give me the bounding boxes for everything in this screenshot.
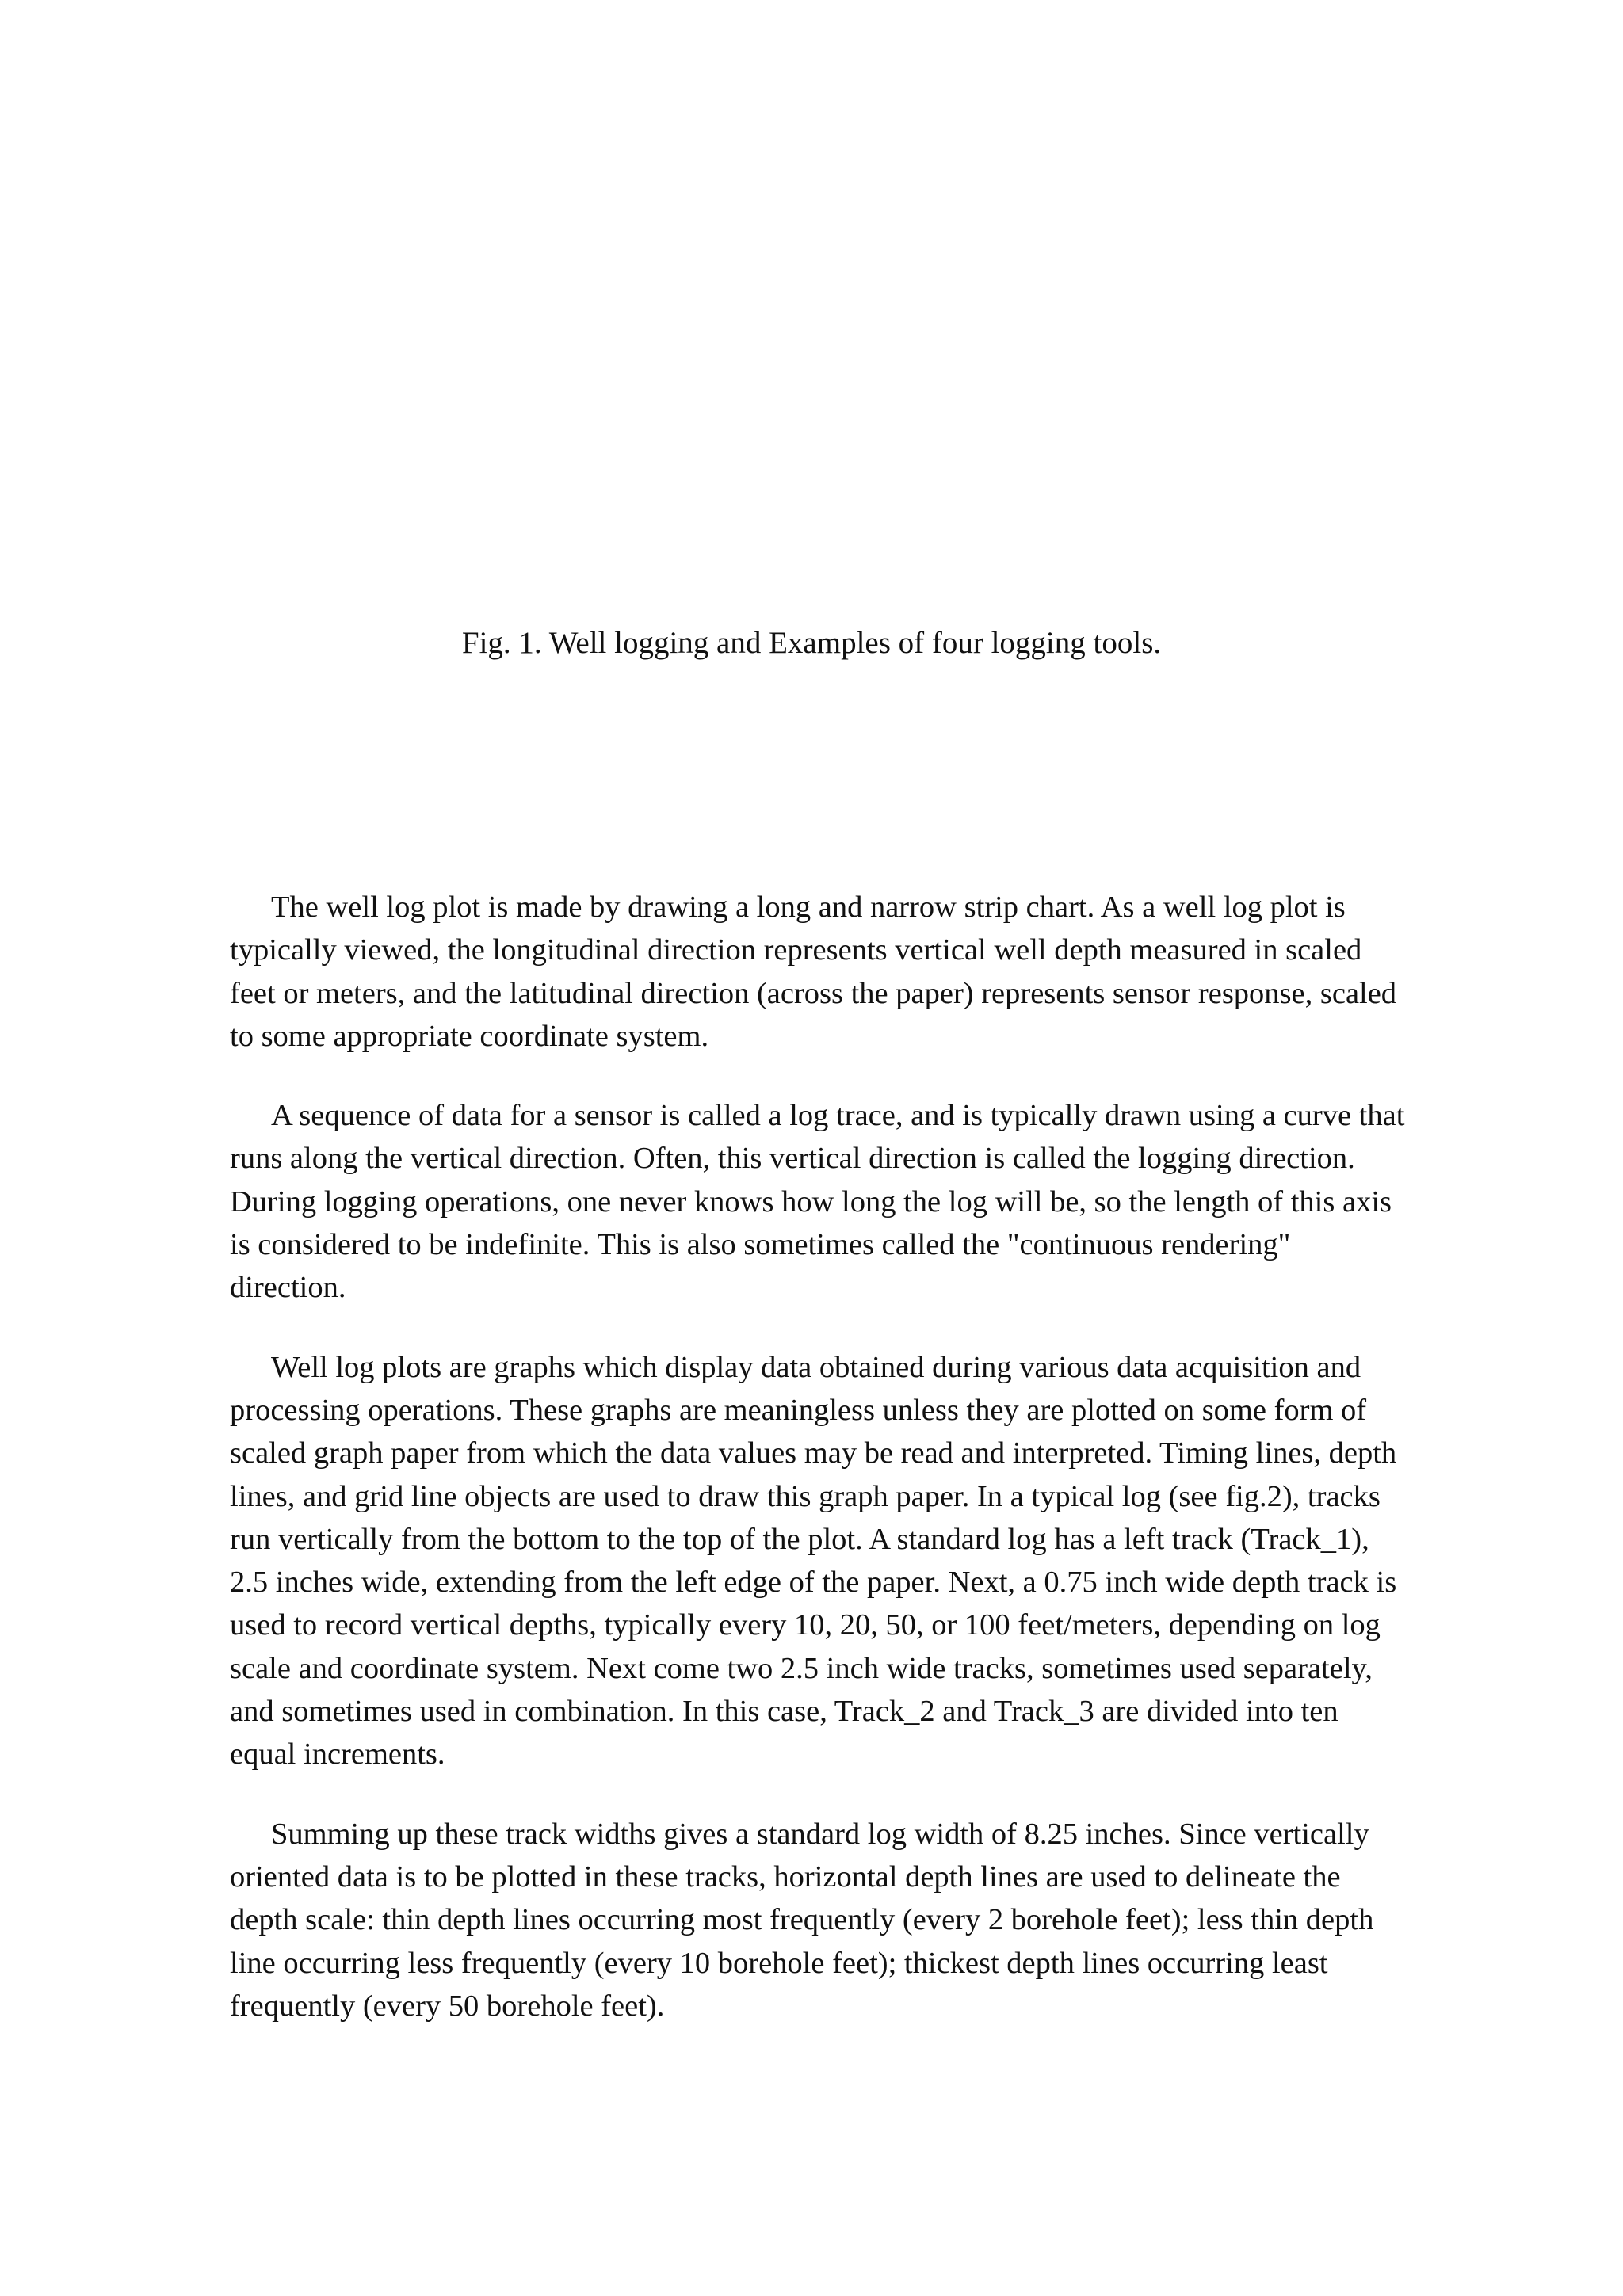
paragraph-well-log-plot: The well log plot is made by drawing a long and narrow strip chart. As a well log plot is typically viewed, the longitudinal direction represents vertical well depth measured in scaled feet or meters, and the latitudinal direction (across the paper) represents sensor response, scaled to some appropriate coordinate system. [230, 891, 1397, 1053]
figure-caption: Fig. 1. Well logging and Examples of four logging tools. [461, 626, 1162, 660]
paragraph-graph-paper: Well log plots are graphs which display data obtained during various data acquisition and processing operations. These graphs are meaningless unless they are plotted on some form of scaled graph paper from which the data values may be read and interpreted. Timing lines, depth lines, and grid line objects are used to draw this graph paper. In a typical log (see fig.2), tracks run vertically from the bottom to the top of the plot. A standard log has a left track (Track_1), 2.5 inches wide, extending from the left edge of the paper. Next, a 0.75 inch wide depth track is used to record vertical depths, typically every 10, 20, 50, or 100 feet/meters, depending on log scale and coordinate system. Next come two 2.5 inch wide tracks, sometimes used separately, and sometimes used in combination. In this case, Track_2 and Track_3 are divided into ten equal increments. [230, 1350, 1397, 1772]
paragraph-track-widths: Summing up these track widths gives a standard log width of 8.25 inches. Since vertically oriented data is to be plotted in these tracks, horizontal depth lines are used to delineate the depth scale: thin depth lines occurring most frequently (every 2 borehole feet); less thin depth line occurring less frequently (every 10 borehole feet); thickest depth lines occurring least frequently (every 50 borehole feet). [230, 1817, 1374, 2023]
paragraph-log-trace: A sequence of data for a sensor is called a log trace, and is typically drawn using a curve that runs along the vertical direction. Often, this vertical direction is called the logging direction. During logging operations, one never knows how long the log will be, so the length of this axis is considered to be indefinite. This is also sometimes called the "continuous rendering" direction. [230, 1099, 1405, 1305]
body-text [230, 886, 1498, 2064]
